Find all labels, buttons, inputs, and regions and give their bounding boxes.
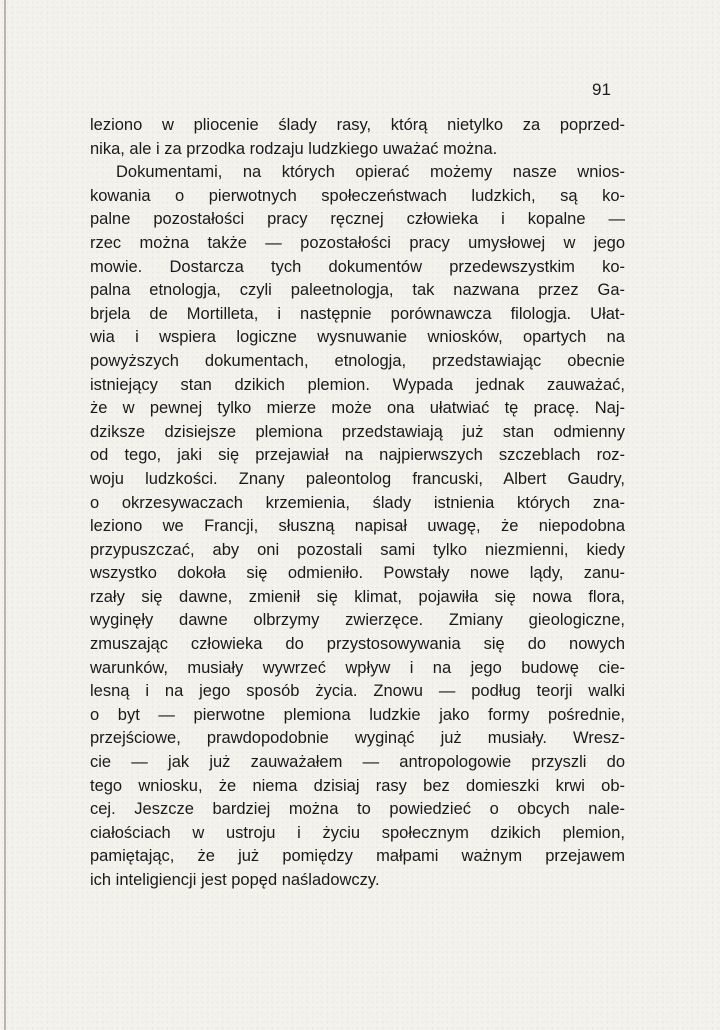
text-line: powyższych dokumentach, etnologja, przedstawiając obecnie — [90, 351, 625, 370]
page-edge-divider — [4, 0, 6, 1030]
text-line: palna etnologja, czyli paleetnologja, tak nazwana przez Ga- — [90, 281, 625, 300]
text-line: ich inteligiencji jest popęd naśladowczy. — [90, 871, 380, 889]
text-line: że w pewnej tylko mierze może ona ułatwiać tę pracę. Naj- — [90, 399, 625, 418]
text-line: dziksze dzisiejsze plemiona przedstawiają już stan odmienny — [90, 422, 625, 441]
text-line: wyginęły dawne olbrzymy zwierzęce. Zmiany gieologiczne, — [90, 611, 625, 630]
text-line: od tego, jaki się przejawiał na najpierwszych szczeblach roz- — [90, 446, 625, 465]
text-line: leziono we Francji, słuszną napisał uwagę, że niepodobna — [90, 517, 625, 536]
page-number: 91 — [592, 80, 611, 99]
text-line: wszystko dokoła się odmieniło. Powstały nowe lądy, zanu- — [90, 564, 625, 583]
text-line: zmuszając człowieka do przystosowywania się do nowych — [90, 635, 625, 654]
text-line: o okrzesywaczach krzemienia, ślady istnienia których zna- — [90, 493, 625, 512]
text-line: rzec można także — pozostałości pracy umysłowej w jego — [90, 233, 625, 252]
text-line: tego wniosku, że niema dzisiaj rasy bez domieszki krwi ob- — [90, 776, 625, 795]
text-line: rzały się dawne, zmienił się klimat, pojawiła się nowa flora, — [90, 587, 625, 606]
text-line: warunków, musiały wywrzeć wpływ i na jego budowę cie- — [90, 658, 625, 677]
text-line: Dokumentami, na których opierać możemy nasze wnios- — [116, 163, 625, 182]
text-line: cej. Jeszcze bardziej można to powiedzieć o obcych nale- — [90, 800, 625, 819]
text-line: cie — jak już zauważałem — antropologowie przyszli do — [90, 753, 625, 772]
text-line: wia i wspiera logiczne wysnuwanie wniosków, opartych na — [90, 328, 625, 347]
text-line: mowie. Dostarcza tych dokumentów przedewszystkim ko- — [90, 257, 625, 276]
text-line: lesną i na jego sposób życia. Znowu — podług teorji walki — [90, 682, 625, 701]
text-line: leziono w pliocenie ślady rasy, którą nietylko za poprzed- — [90, 116, 625, 134]
text-line: woju ludzkości. Znany paleontolog francuski, Albert Gaudry, — [90, 469, 625, 488]
text-line: palne pozostałości pracy ręcznej człowieka i kopalne — — [90, 210, 625, 229]
text-line: ciałościach w ustroju i życiu społecznym dzikich plemion, — [90, 823, 625, 842]
text-line: nika, ale i za przodka rodzaju ludzkiego uważać można. — [90, 139, 498, 158]
text-line: brjela de Mortilleta, i następnie porównawcza filologja. Ułat- — [90, 304, 625, 323]
text-line: przejściowe, prawdopodobnie wyginąć już musiały. Wresz- — [90, 729, 625, 748]
text-line: istniejący stan dzikich plemion. Wypada jednak zauważać, — [90, 375, 625, 394]
text-line: pamiętając, że już pomiędzy małpami ważnym przejawem — [90, 847, 625, 866]
text-line: kowania o pierwotnych społeczeństwach ludzkich, są ko- — [90, 186, 625, 205]
text-line: o byt — pierwotne plemiona ludzkie jako formy pośrednie, — [90, 705, 625, 724]
body-text — [90, 114, 625, 893]
text-line: przypuszczać, aby oni pozostali sami tylko niezmienni, kiedy — [90, 540, 625, 559]
